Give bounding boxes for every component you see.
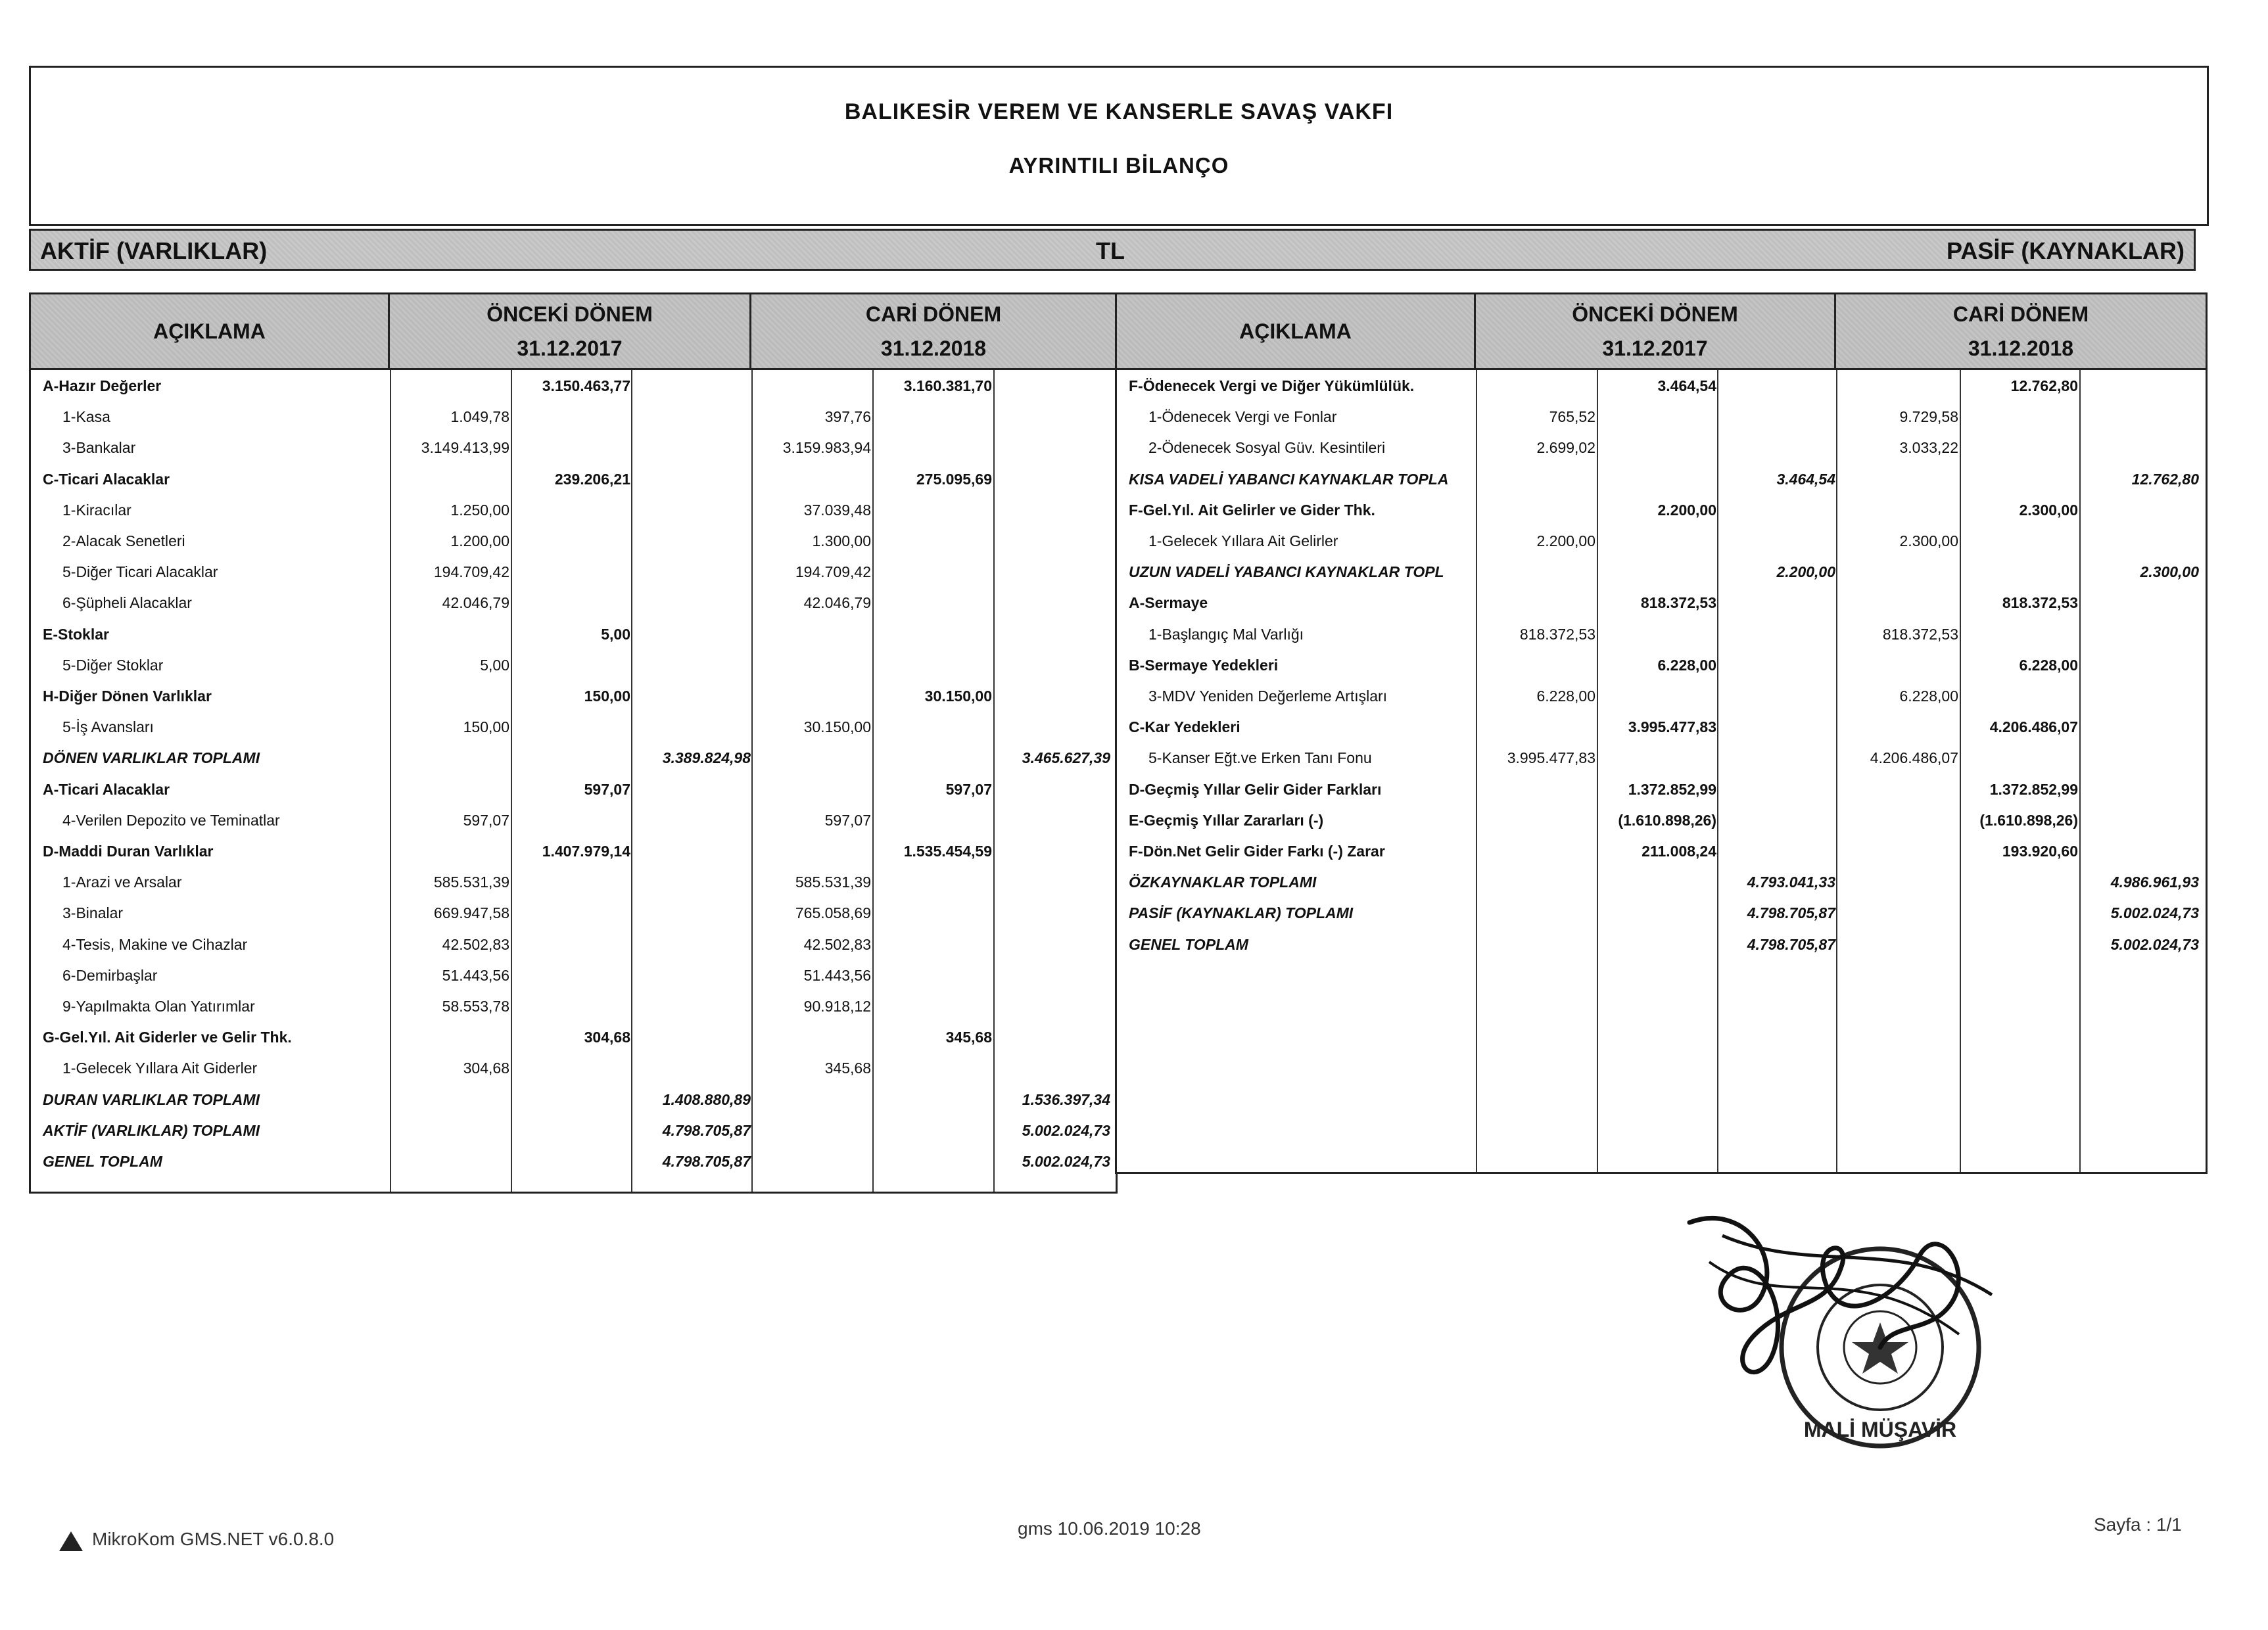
cell-c1: 585.531,39: [795, 873, 871, 891]
cell-p2: 597,07: [584, 780, 630, 798]
cell-c3: 12.762,80: [2131, 470, 2199, 488]
assets-header-previous: ÖNCEKİ DÖNEM 31.12.2017: [390, 294, 751, 370]
cell-p1: 3.995.477,83: [1507, 749, 1595, 767]
cell-c1: 345,68: [824, 1060, 871, 1077]
assets-header-current: CARİ DÖNEM 31.12.2018: [751, 294, 1116, 370]
cell-p2: 304,68: [584, 1029, 630, 1046]
row-label: 1-Başlangıç Mal Varlığı: [1148, 625, 1304, 643]
row-label: 1-Arazi ve Arsalar: [62, 873, 182, 891]
cell-c1: 2.300,00: [1899, 532, 1958, 549]
cell-c1: 42.502,83: [803, 935, 871, 953]
band-currency-label: TL: [1096, 237, 1125, 264]
cell-p1: 1.250,00: [450, 501, 509, 519]
cell-c1: 90.918,12: [803, 998, 871, 1015]
row-label: 1-Kiracılar: [62, 501, 131, 519]
cell-p1: 51.443,56: [442, 966, 509, 984]
cell-p1: 42.046,79: [442, 594, 509, 612]
liabilities-header-previous: ÖNCEKİ DÖNEM 31.12.2017: [1476, 294, 1836, 370]
row-label: GENEL TOPLAM: [43, 1153, 162, 1170]
row-label: GENEL TOPLAM: [1129, 935, 1248, 953]
cell-p1: 150,00: [463, 718, 509, 736]
cell-p2: 239.206,21: [554, 470, 630, 488]
row-label: B-Sermaye Yedekleri: [1129, 656, 1279, 674]
cell-c1: 3.159.983,94: [782, 439, 871, 457]
table-row: [1117, 527, 2206, 558]
cell-c3: 3.465.627,39: [1022, 749, 1110, 767]
cell-c1: 4.206.486,07: [1870, 749, 1958, 767]
table-row: [31, 868, 1116, 899]
cell-c1: 30.150,00: [803, 718, 871, 736]
cell-p1: 2.200,00: [1536, 532, 1595, 549]
band-liabilities-label: PASİF (KAYNAKLAR): [1946, 237, 2185, 264]
row-label: KISA VADELİ YABANCI KAYNAKLAR TOPLA: [1129, 470, 1449, 488]
cell-p1: 42.502,83: [442, 935, 509, 953]
cell-p2: (1.610.898,26): [1618, 811, 1716, 829]
cell-p2: 2.200,00: [1657, 501, 1716, 519]
cell-p2: 3.464,54: [1657, 377, 1716, 394]
table-row: [1117, 776, 2206, 806]
cell-p1: 2.699,02: [1536, 439, 1595, 457]
cell-p2: 818.372,53: [1640, 594, 1716, 612]
row-label: D-Geçmiş Yıllar Gelir Gider Farkları: [1129, 780, 1382, 798]
cell-c1: 818.372,53: [1882, 625, 1958, 643]
row-label: 5-Diğer Ticari Alacaklar: [62, 563, 218, 581]
cell-p2: 6.228,00: [1657, 656, 1716, 674]
row-label: F-Gel.Yıl. Ait Gelirler ve Gider Thk.: [1129, 501, 1375, 519]
cell-p1: 3.149.413,99: [421, 439, 509, 457]
cell-c2: (1.610.898,26): [1979, 811, 2078, 829]
cell-c1: 51.443,56: [803, 966, 871, 984]
cell-c1: 194.709,42: [795, 563, 871, 581]
cell-c2: 818.372,53: [2002, 594, 2078, 612]
table-row: [1117, 434, 2206, 465]
cell-c2: 4.206.486,07: [1989, 718, 2078, 736]
cell-p2: 3.995.477,83: [1628, 718, 1716, 736]
table-row: [1117, 899, 2206, 930]
row-label: 1-Ödenecek Vergi ve Fonlar: [1148, 408, 1337, 426]
liabilities-header-description: AÇIKLAMA: [1117, 294, 1476, 370]
row-label: C-Kar Yedekleri: [1129, 718, 1240, 736]
cell-c3: 4.986.961,93: [2110, 873, 2199, 891]
table-row: [31, 589, 1116, 620]
row-label: 2-Ödenecek Sosyal Güv. Kesintileri: [1148, 439, 1386, 457]
row-label: DÖNEN VARLIKLAR TOPLAMI: [43, 749, 260, 767]
table-row: [31, 992, 1116, 1023]
row-label: AKTİF (VARLIKLAR) TOPLAMI: [43, 1121, 260, 1139]
table-row: [31, 1148, 1116, 1178]
cell-p1: 597,07: [463, 811, 509, 829]
cell-p1: 818.372,53: [1519, 625, 1595, 643]
table-row: [1117, 931, 2206, 962]
cell-p1: 585.531,39: [433, 873, 509, 891]
cell-c3: 5.002.024,73: [1022, 1121, 1110, 1139]
document-title: AYRINTILI BİLANÇO: [1008, 153, 1229, 177]
cell-p1: 5,00: [480, 656, 509, 674]
cell-c2: 6.228,00: [2019, 656, 2078, 674]
table-row: [31, 837, 1116, 868]
row-label: H-Diğer Dönen Varlıklar: [43, 687, 212, 705]
row-label: 1-Kasa: [62, 408, 110, 426]
cell-p1: 6.228,00: [1536, 687, 1595, 705]
table-row: [1117, 589, 2206, 620]
footer-timestamp: gms 10.06.2019 10:28: [1018, 1518, 1201, 1539]
assets-table: [29, 292, 1118, 1194]
cell-c1: 42.046,79: [803, 594, 871, 612]
row-label: 5-İş Avansları: [62, 718, 154, 736]
cell-c3: 1.536.397,34: [1022, 1090, 1110, 1108]
table-row: [31, 1086, 1116, 1117]
table-row: [1117, 496, 2206, 527]
table-row: [1117, 558, 2206, 589]
row-label: 2-Alacak Senetleri: [62, 532, 185, 549]
row-label: 9-Yapılmakta Olan Yatırımlar: [62, 998, 255, 1015]
row-label: D-Maddi Duran Varlıklar: [43, 843, 214, 860]
cell-p2: 1.372.852,99: [1628, 780, 1716, 798]
cell-p1: 669.947,58: [433, 904, 509, 922]
cell-c1: 9.729,58: [1899, 408, 1958, 426]
row-label: PASİF (KAYNAKLAR) TOPLAMI: [1129, 904, 1354, 922]
cell-c3: 5.002.024,73: [2110, 935, 2199, 953]
row-label: A-Hazır Değerler: [43, 377, 162, 394]
row-label: UZUN VADELİ YABANCI KAYNAKLAR TOPL: [1129, 563, 1444, 581]
stamp-text: MALİ MÜŞAVİR: [1803, 1418, 1957, 1441]
cell-p3: 4.798.705,87: [1747, 935, 1835, 953]
cell-p3: 4.798.705,87: [662, 1121, 751, 1139]
table-row: [31, 620, 1116, 651]
cell-p3: 4.798.705,87: [1747, 904, 1835, 922]
liabilities-header-current: CARİ DÖNEM 31.12.2018: [1836, 294, 2206, 370]
table-row: [1117, 744, 2206, 775]
cell-c1: 3.033,22: [1899, 439, 1958, 457]
cell-p1: 1.200,00: [450, 532, 509, 549]
cell-c2: 193.920,60: [2002, 843, 2078, 860]
table-row: [31, 682, 1116, 713]
cell-c2: 12.762,80: [2010, 377, 2078, 394]
table-row: [1117, 403, 2206, 434]
table-row: [31, 465, 1116, 496]
cell-p3: 4.798.705,87: [662, 1153, 751, 1170]
table-row: [31, 1054, 1116, 1085]
row-label: G-Gel.Yıl. Ait Giderler ve Gelir Thk.: [43, 1029, 292, 1046]
row-label: 3-Binalar: [62, 904, 124, 922]
row-label: 3-MDV Yeniden Değerleme Artışları: [1148, 687, 1388, 705]
cell-c2: 345,68: [945, 1029, 992, 1046]
cell-c3: 5.002.024,73: [1022, 1153, 1110, 1170]
row-label: 6-Şüpheli Alacaklar: [62, 594, 192, 612]
row-label: 4-Tesis, Makine ve Cihazlar: [62, 935, 248, 953]
cell-p1: 194.709,42: [433, 563, 509, 581]
table-row: [1117, 682, 2206, 713]
row-label: 5-Diğer Stoklar: [62, 656, 164, 674]
row-label: 1-Gelecek Yıllara Ait Gelirler: [1148, 532, 1338, 549]
document-header: [29, 66, 2209, 226]
table-row: [31, 403, 1116, 434]
table-row: [1117, 713, 2206, 744]
cell-p1: 765,52: [1549, 408, 1595, 426]
cell-c3: 2.300,00: [2140, 563, 2199, 581]
table-row: [31, 1023, 1116, 1054]
cell-c1: 397,76: [824, 408, 871, 426]
cell-p1: 58.553,78: [442, 998, 509, 1015]
table-row: [31, 1117, 1116, 1148]
cell-c2: 1.372.852,99: [1989, 780, 2078, 798]
table-row: [1117, 651, 2206, 682]
cell-c2: 2.300,00: [2019, 501, 2078, 519]
row-label: C-Ticari Alacaklar: [43, 470, 170, 488]
liabilities-table: [1115, 292, 2208, 1174]
table-row: [31, 527, 1116, 558]
table-row: [31, 776, 1116, 806]
cell-p2: 5,00: [601, 625, 630, 643]
table-row: [1117, 806, 2206, 837]
table-row: [1117, 372, 2206, 403]
table-row: [31, 651, 1116, 682]
table-row: [31, 899, 1116, 930]
band-assets-label: AKTİF (VARLIKLAR): [40, 237, 268, 264]
software-logo-icon: [59, 1531, 83, 1551]
organization-name: BALIKESİR VEREM VE KANSERLE SAVAŞ VAKFI: [844, 99, 1394, 124]
cell-p1: 304,68: [463, 1060, 509, 1077]
cell-p2: 211.008,24: [1642, 843, 1716, 860]
row-label: E-Stoklar: [43, 625, 109, 643]
table-row: [31, 372, 1116, 403]
cell-c2: 3.160.381,70: [903, 377, 992, 394]
footer-page-number: Sayfa : 1/1: [2094, 1514, 2182, 1535]
row-label: 5-Kanser Eğt.ve Erken Tanı Fonu: [1148, 749, 1372, 767]
cell-c2: 275.095,69: [916, 470, 992, 488]
cell-p2: 3.150.463,77: [542, 377, 630, 394]
cell-p3: 1.408.880,89: [662, 1090, 751, 1108]
row-label: F-Dön.Net Gelir Gider Farkı (-) Zarar: [1129, 843, 1385, 860]
cell-p3: 4.793.041,33: [1747, 873, 1835, 891]
cell-p2: 150,00: [584, 687, 630, 705]
cell-c3: 5.002.024,73: [2110, 904, 2199, 922]
section-band: [29, 229, 2196, 271]
cell-p3: 3.464,54: [1776, 470, 1835, 488]
row-label: DURAN VARLIKLAR TOPLAMI: [43, 1090, 260, 1108]
cell-p3: 3.389.824,98: [662, 749, 751, 767]
table-row: [1117, 620, 2206, 651]
cell-p3: 2.200,00: [1776, 563, 1835, 581]
cell-c1: 765.058,69: [795, 904, 871, 922]
signature-stamp: [1683, 1196, 2051, 1479]
cell-p2: 1.407.979,14: [542, 843, 630, 860]
row-label: 6-Demirbaşlar: [62, 966, 158, 984]
cell-c2: 597,07: [945, 780, 992, 798]
cell-c1: 597,07: [824, 811, 871, 829]
row-label: 1-Gelecek Yıllara Ait Giderler: [62, 1060, 258, 1077]
table-row: [31, 931, 1116, 962]
row-label: A-Ticari Alacaklar: [43, 780, 170, 798]
row-label: ÖZKAYNAKLAR TOPLAMI: [1129, 873, 1317, 891]
row-label: 4-Verilen Depozito ve Teminatlar: [62, 811, 280, 829]
row-label: 3-Bankalar: [62, 439, 136, 457]
table-row: [31, 713, 1116, 744]
table-row: [1117, 868, 2206, 899]
cell-p1: 1.049,78: [450, 408, 509, 426]
footer-software: MikroKom GMS.NET v6.0.8.0: [92, 1529, 335, 1549]
row-label: E-Geçmiş Yıllar Zararları (-): [1129, 811, 1324, 829]
cell-c1: 6.228,00: [1899, 687, 1958, 705]
table-row: [31, 434, 1116, 465]
table-row: [31, 496, 1116, 527]
row-label: F-Ödenecek Vergi ve Diğer Yükümlülük.: [1129, 377, 1415, 394]
row-label: A-Sermaye: [1129, 594, 1208, 612]
table-row: [1117, 837, 2206, 868]
table-row: [1117, 465, 2206, 496]
table-row: [31, 558, 1116, 589]
cell-c1: 37.039,48: [803, 501, 871, 519]
table-row: [31, 962, 1116, 992]
cell-c2: 30.150,00: [924, 687, 992, 705]
cell-c2: 1.535.454,59: [903, 843, 992, 860]
table-row: [31, 806, 1116, 837]
table-row: [31, 744, 1116, 775]
assets-header-description: AÇIKLAMA: [31, 294, 390, 370]
cell-c1: 1.300,00: [812, 532, 871, 549]
